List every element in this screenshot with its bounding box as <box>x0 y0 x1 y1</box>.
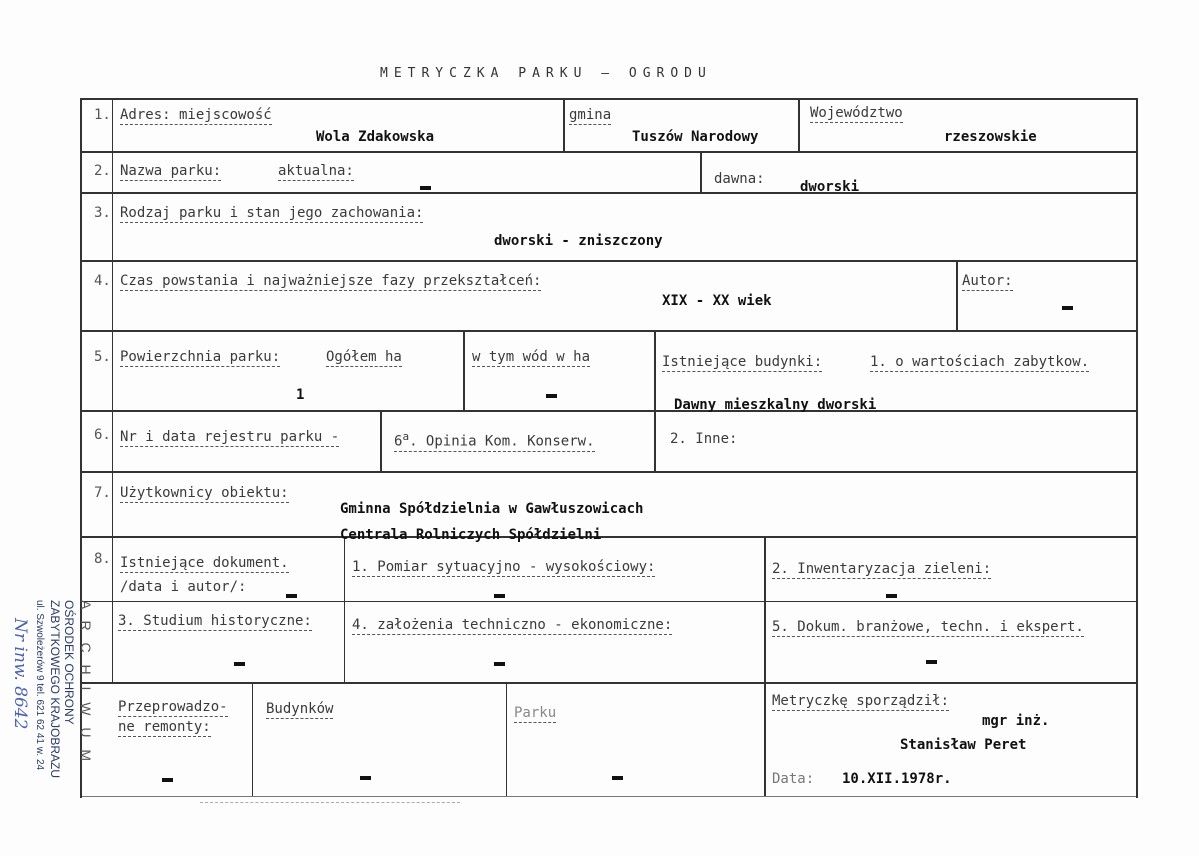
park-name-former-label: dawna: <box>714 171 765 187</box>
row9-div-3 <box>764 682 766 796</box>
greenery-inventory-dash <box>886 594 897 598</box>
documents-label-line2: /data i autor/: <box>120 579 247 595</box>
row1-div-gmina <box>563 98 565 151</box>
gmina-value: Tuszów Narodowy <box>632 129 759 145</box>
area-label: Powierzchnia parku: <box>120 349 281 365</box>
author-label: Autor: <box>962 273 1013 289</box>
row5-div-water <box>463 330 465 410</box>
voivodeship-label: Województwo <box>810 105 903 121</box>
technical-assumptions-label: 4. założenia techniczno - ekonomiczne: <box>352 617 673 633</box>
water-area-label: w tym wód w ha <box>472 349 591 365</box>
stamp-line-landscape: ZABYTKOWEGO KRAJOBRAZU <box>48 600 62 779</box>
row2-div <box>700 151 702 192</box>
repairs-label-line1: Przeprowadzo- <box>118 699 228 715</box>
technical-assumptions-dash <box>494 662 505 666</box>
row-sep-7 <box>80 536 1138 538</box>
history-study-label: 3. Studium historyczne: <box>118 613 312 629</box>
row4-div <box>956 260 958 330</box>
area-total-label: Ogółem ha <box>326 349 402 365</box>
greenery-inventory-label: 2. Inwentaryzacja zieleni: <box>772 561 992 577</box>
opinion-superscript: a <box>402 430 410 443</box>
park-record-form <box>80 98 1138 798</box>
date-value: 10.XII.1978r. <box>842 771 952 787</box>
address-label: Adres: miejscowość <box>120 107 272 123</box>
form-title: METRYCZKA PARKU – OGRODU <box>380 66 712 81</box>
water-area-dash <box>546 394 557 398</box>
row9-div-1 <box>252 682 253 796</box>
repairs-dash <box>162 778 173 782</box>
row1-div-woj <box>798 98 800 151</box>
prepared-by-label: Metryczkę sporządził: <box>772 693 950 709</box>
row8-number: 8. <box>94 551 111 567</box>
expert-documents-dash <box>926 660 937 664</box>
park-name-former-value: dworski <box>800 179 860 195</box>
row6-div-other <box>654 410 656 471</box>
frame-right <box>1136 98 1138 798</box>
author-dash <box>1062 306 1073 310</box>
scan-artefact-line <box>200 802 460 803</box>
other-label: 2. Inne: <box>670 431 738 447</box>
prepared-by-title: mgr inż. <box>982 713 1050 729</box>
row3-number: 3. <box>94 205 111 221</box>
row-sep-4 <box>80 330 1138 332</box>
park-name-current-dash <box>420 186 431 190</box>
row-sep-5 <box>80 410 1138 412</box>
address-value: Wola Zdakowska <box>316 129 435 145</box>
survey-label: 1. Pomiar sytuacyjno - wysokościowy: <box>352 559 656 575</box>
stamp-line-office: OŚRODEK OCHRONY <box>62 600 76 725</box>
row7-number: 7. <box>94 485 111 501</box>
row-sep-8a <box>80 601 1138 602</box>
voivodeship-value: rzeszowskie <box>944 129 1037 145</box>
row5-number: 5. <box>94 349 111 365</box>
register-label: Nr i data rejestru parku - <box>120 429 340 445</box>
buildings-sub-label: 1. o wartościach zabytkow. <box>870 354 1090 370</box>
origin-value: XIX - XX wiek <box>662 293 772 309</box>
date-label: Data: <box>772 771 815 787</box>
row5-div-buildings <box>654 330 656 410</box>
row-sep-1 <box>80 151 1138 153</box>
stamp-line-address: ul. Szwoleżerów 9 tel. 621 62 41 w. 24 <box>34 600 45 771</box>
buildings-repairs-dash <box>360 776 371 780</box>
row8-div-1 <box>344 536 345 682</box>
row-sep-2 <box>80 192 1138 194</box>
documents-label-line1: Istniejące dokument. <box>120 555 289 571</box>
row2-number: 2. <box>94 163 111 179</box>
area-total-value: 1 <box>296 387 305 403</box>
row-sep-3 <box>80 260 1138 262</box>
history-study-dash <box>234 662 245 666</box>
row4-number: 4. <box>94 273 111 289</box>
row9-div-2 <box>506 682 507 796</box>
expert-documents-label: 5. Dokum. branżowe, techn. i ekspert. <box>772 619 1084 635</box>
park-repairs-dash <box>612 776 623 780</box>
users-label: Użytkownicy obiektu: <box>120 485 289 501</box>
buildings-repairs-label: Budynków <box>266 701 334 717</box>
opinion-number: 6 <box>394 433 403 450</box>
row6-div-opinion <box>380 410 382 471</box>
row-sep-6 <box>80 471 1138 473</box>
opinion-label <box>394 428 595 452</box>
prepared-by-name: Stanisław Peret <box>900 737 1027 753</box>
buildings-value: Dawny mieszkalny dworski <box>674 397 877 413</box>
row6-number: 6. <box>94 427 111 443</box>
park-type-value: dworski - zniszczony <box>494 233 663 249</box>
buildings-label: Istniejące budynki: <box>662 354 823 370</box>
frame-bottom <box>80 796 1138 797</box>
inventory-number-handwritten: Nr inw. 8642 <box>10 618 30 730</box>
users-value-line2: Centrala Rolniczych Spółdzielni <box>340 527 602 543</box>
number-column-divider <box>112 98 113 684</box>
row1-number: 1. <box>94 107 111 123</box>
documents-dash <box>286 594 297 598</box>
origin-label: Czas powstania i najważniejsze fazy przekształceń: <box>120 273 542 289</box>
park-repairs-label: Parku <box>514 705 557 721</box>
gmina-label: gmina <box>569 107 612 123</box>
row8-div-2 <box>764 536 766 682</box>
repairs-label-line2: ne remonty: <box>118 719 211 735</box>
row-sep-8b <box>80 682 1138 684</box>
park-type-label: Rodzaj parku i stan jego zachowania: <box>120 205 424 221</box>
stamp-archive-title: A R C H I W U M <box>78 600 94 765</box>
frame-top <box>80 98 1138 100</box>
survey-dash <box>494 594 505 598</box>
park-name-current-label: aktualna: <box>278 163 354 179</box>
opinion-text: . Opinia Kom. Konserw. <box>409 433 595 450</box>
park-name-label: Nazwa parku: <box>120 163 222 179</box>
users-value-line1: Gminna Spółdzielnia w Gawłuszowicach <box>340 501 644 517</box>
